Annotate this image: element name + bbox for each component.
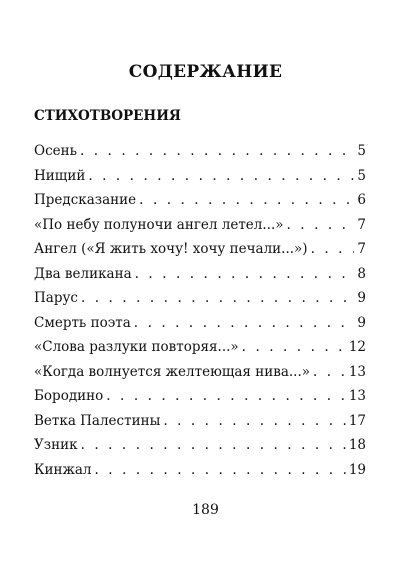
toc-entry-page: 9	[357, 314, 366, 331]
toc-entry-title: Ангел («Я жить хочу! хочу печали...»)	[34, 241, 308, 257]
toc-entry-title: Кинжал	[34, 461, 92, 478]
toc-entry-page: 8	[357, 265, 366, 282]
dot-leader	[311, 241, 355, 257]
toc-entry-page: 17	[348, 412, 366, 429]
dot-leader	[95, 462, 346, 478]
toc-entry-title: «По небу полуночи ангел летел...»	[34, 216, 284, 233]
dot-leader	[134, 315, 355, 331]
toc-entry-title: Нищий	[34, 167, 86, 184]
toc-entry-title: Осень	[34, 143, 77, 159]
toc-entry-page: 18	[348, 437, 366, 453]
toc-entry-title: «Когда волнуется желтеющая нива...»	[34, 363, 311, 380]
toc-entry-title: Два великана	[34, 265, 132, 282]
toc-entry-page: 5	[357, 143, 366, 159]
toc-entry-title: Парус	[34, 290, 78, 306]
dot-leader	[242, 339, 346, 355]
toc-entry	[34, 290, 366, 315]
toc-entry-page: 5	[357, 167, 366, 184]
toc-entry-page: 12	[348, 339, 366, 355]
toc-entry-page: 7	[357, 216, 366, 233]
toc-entry	[34, 217, 366, 242]
toc-entry-title: Бородино	[34, 388, 104, 404]
toc-entry-page: 13	[348, 363, 366, 380]
toc-entry	[34, 388, 366, 413]
dot-leader	[287, 217, 355, 233]
toc-entry	[34, 437, 366, 462]
toc-entry-title: Узник	[34, 437, 78, 453]
toc-entry	[34, 413, 366, 438]
toc-entry-page: 7	[357, 241, 366, 257]
toc-entry-title: Предсказание	[34, 192, 137, 208]
toc-entry	[34, 339, 366, 364]
toc-entry	[34, 266, 366, 291]
dot-leader	[313, 364, 346, 380]
toc-entry-title: Смерть поэта	[34, 314, 131, 331]
dot-leader	[81, 437, 346, 453]
toc-entry-title: Ветка Палестины	[34, 412, 161, 429]
dot-leader	[88, 168, 354, 184]
toc-entry-title: «Слова разлуки повторяя...»	[34, 339, 239, 355]
dot-leader	[135, 266, 355, 282]
toc-entry	[34, 364, 366, 389]
toc-entry	[34, 241, 366, 266]
toc-entry	[34, 168, 366, 193]
toc-entry	[34, 462, 366, 487]
dot-leader	[106, 388, 346, 404]
page-number: 189	[192, 502, 219, 518]
section-heading: СТИХОТВОРЕНИЯ	[34, 108, 181, 124]
toc-entry-page: 9	[357, 290, 366, 306]
dot-leader	[81, 290, 354, 306]
dot-leader	[163, 413, 346, 429]
toc-entry	[34, 315, 366, 340]
toc-entry	[34, 143, 366, 168]
page-title: СОДЕРЖАНИЕ	[128, 62, 283, 82]
table-of-contents	[34, 143, 366, 486]
toc-entry-page: 13	[348, 388, 366, 404]
toc-entry	[34, 192, 366, 217]
dot-leader	[139, 192, 354, 208]
dot-leader	[80, 143, 354, 159]
toc-entry-page: 19	[348, 461, 366, 478]
toc-entry-page: 6	[357, 192, 366, 208]
